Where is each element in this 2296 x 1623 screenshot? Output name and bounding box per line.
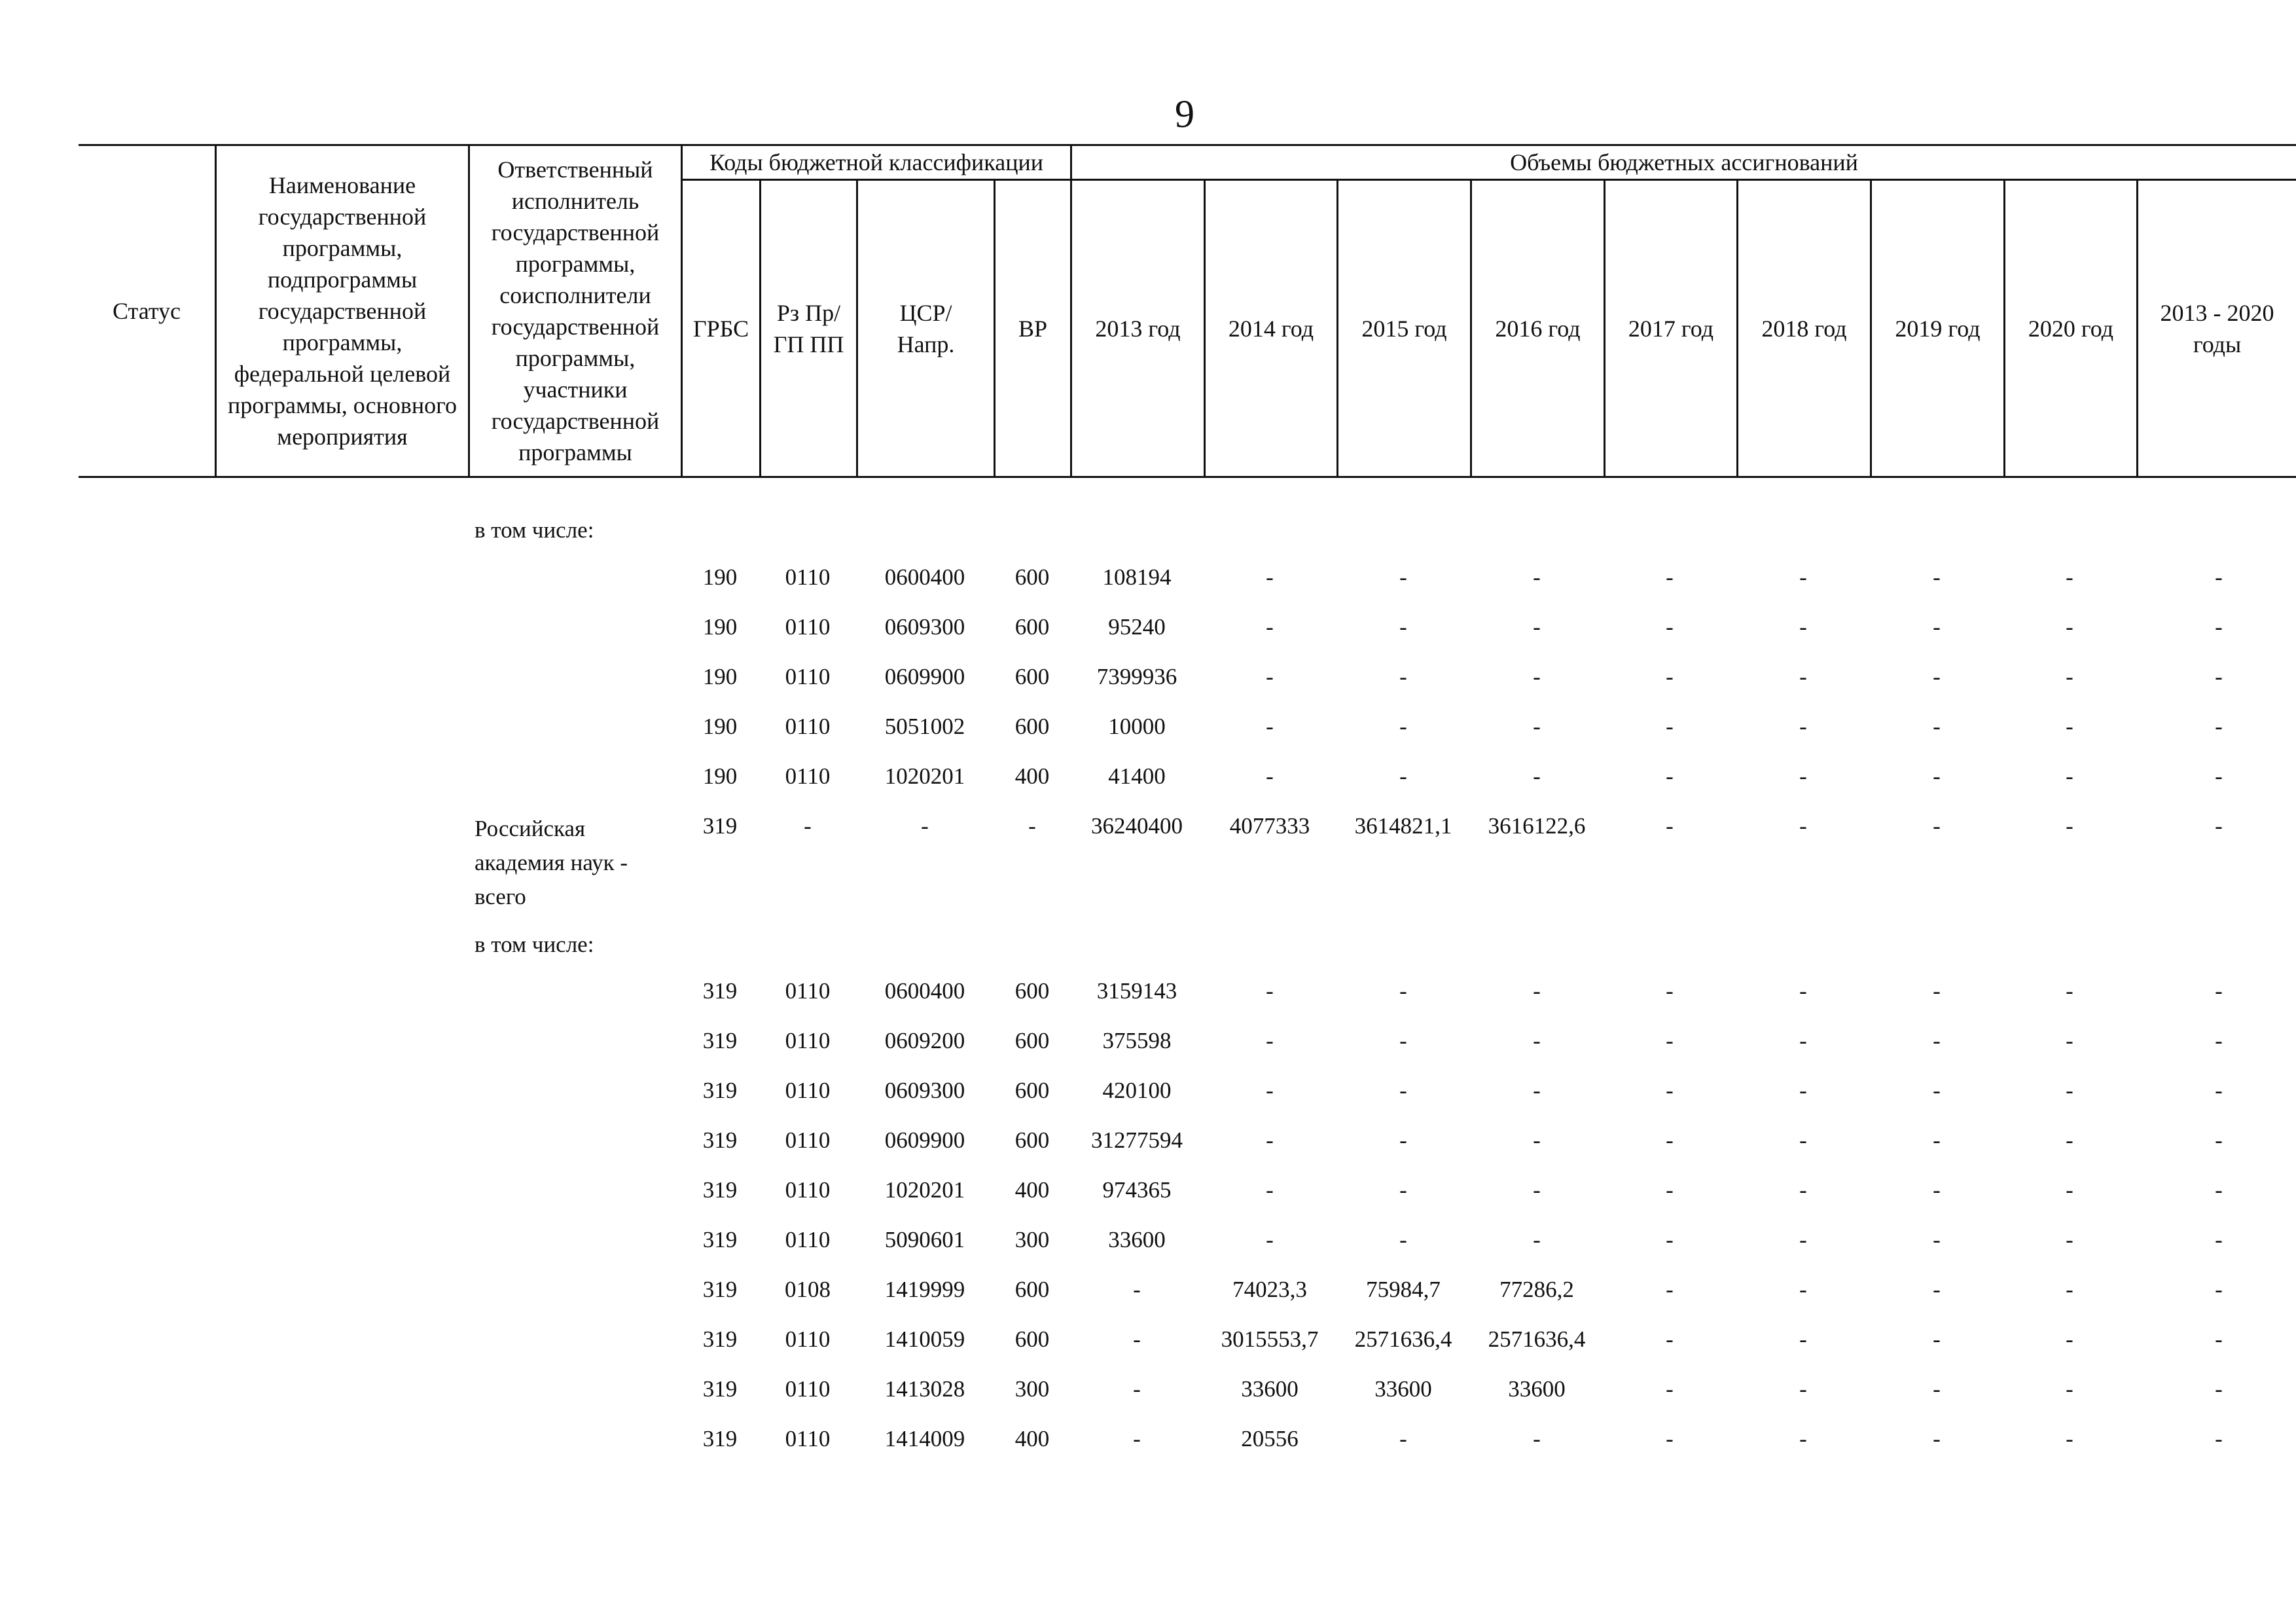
cell-y2016: -	[1533, 614, 1541, 640]
cell-rzpr: 0110	[785, 1326, 831, 1352]
cell-y2015: 3614821,1	[1354, 813, 1452, 839]
cell-y2020: -	[2066, 1177, 2073, 1203]
org-label-line1: Российская	[475, 816, 586, 841]
cell-csr: 5090601	[884, 1227, 965, 1252]
cell-y2013: 10000	[1108, 714, 1166, 739]
cell-csr: 1419999	[884, 1277, 965, 1302]
cell-y2016: -	[1533, 978, 1541, 1004]
cell-y2014: -	[1266, 614, 1274, 640]
cell-vr: 600	[1014, 1326, 1050, 1352]
page-number: 9	[1175, 92, 1194, 136]
cell-grbs: 319	[702, 1376, 738, 1402]
cell-total: -	[2215, 714, 2223, 739]
cell-grbs: 319	[702, 1227, 738, 1252]
cell-y2017: -	[1666, 614, 1674, 640]
cell-vr: 600	[1014, 564, 1050, 590]
cell-grbs: 190	[702, 614, 738, 640]
cell-y2014: 4077333	[1229, 813, 1310, 839]
cell-rzpr: 0110	[785, 664, 831, 689]
cell-y2016: -	[1533, 763, 1541, 789]
cell-y2014: -	[1266, 1127, 1274, 1153]
cell-y2018: -	[1799, 813, 1807, 839]
cell-y2016: 77286,2	[1499, 1277, 1574, 1302]
cell-y2019: -	[1933, 714, 1941, 739]
header-year-2014: 2014 год	[1228, 315, 1314, 342]
cell-y2018: -	[1799, 714, 1807, 739]
section-subtitle: в том числе:	[475, 517, 594, 543]
cell-total: -	[2215, 1426, 2223, 1451]
header-total-line2: годы	[2193, 331, 2242, 357]
org-label-line3: всего	[475, 884, 526, 909]
cell-y2020: -	[2066, 813, 2073, 839]
cell-y2018: -	[1799, 1277, 1807, 1302]
cell-y2018: -	[1799, 1028, 1807, 1053]
cell-y2018: -	[1799, 614, 1807, 640]
header-year-2013: 2013 год	[1095, 315, 1181, 342]
cell-y2013: -	[1133, 1277, 1141, 1302]
cell-total: -	[2215, 1326, 2223, 1352]
cell-vr: 300	[1014, 1376, 1050, 1402]
cell-y2013: 33600	[1108, 1227, 1166, 1252]
header-rzpr	[761, 181, 856, 476]
cell-y2019: -	[1933, 664, 1941, 689]
cell-y2015: -	[1399, 1177, 1407, 1203]
cell-csr: 0600400	[884, 564, 965, 590]
cell-y2015: -	[1399, 614, 1407, 640]
cell-y2019: -	[1933, 978, 1941, 1004]
cell-y2014: -	[1266, 978, 1274, 1004]
cell-total: -	[2215, 763, 2223, 789]
cell-y2014: 20556	[1241, 1426, 1299, 1451]
cell-total: -	[2215, 1127, 2223, 1153]
header-total	[2138, 181, 2296, 476]
cell-y2019: -	[1933, 763, 1941, 789]
header-name: Наименование государственной программы, подпрограммы государственной программы, федеральной целевой программы, основного мероприятия	[227, 172, 457, 450]
org-label-line2: академия наук -	[475, 850, 628, 875]
cell-y2015: -	[1399, 978, 1407, 1004]
header-year-2015: 2015 год	[1361, 315, 1447, 342]
cell-y2020: -	[2066, 614, 2073, 640]
cell-csr: 1413028	[884, 1376, 965, 1402]
cell-y2018: -	[1799, 1127, 1807, 1153]
cell-grbs: 319	[702, 1277, 738, 1302]
cell-rzpr: 0110	[785, 978, 831, 1004]
cell-total: -	[2215, 1177, 2223, 1203]
cell-y2015: 2571636,4	[1354, 1326, 1452, 1352]
header-volumes-group: Объемы бюджетных ассигнований	[1510, 149, 1858, 175]
cell-y2017: -	[1666, 1078, 1674, 1103]
cell-y2020: -	[2066, 1078, 2073, 1103]
cell-y2018: -	[1799, 564, 1807, 590]
header-responsible: Ответственный исполнитель государственной программы, соисполнители государственной программы, участники государственной программы	[491, 156, 660, 465]
cell-y2015: -	[1399, 664, 1407, 689]
cell-y2017: -	[1666, 1277, 1674, 1302]
cell-y2017: -	[1666, 714, 1674, 739]
cell-y2014: -	[1266, 763, 1274, 789]
cell-vr: 600	[1014, 1127, 1050, 1153]
cell-y2019: -	[1933, 614, 1941, 640]
cell-y2018: -	[1799, 1376, 1807, 1402]
cell-vr: 600	[1014, 1078, 1050, 1103]
cell-rzpr: 0110	[785, 1028, 831, 1053]
cell-y2017: -	[1666, 1177, 1674, 1203]
cell-rzpr: 0110	[785, 614, 831, 640]
header-year-2020: 2020 год	[2028, 315, 2114, 342]
cell-y2020: -	[2066, 1227, 2073, 1252]
cell-grbs: 319	[702, 1127, 738, 1153]
cell-vr: 400	[1014, 1426, 1050, 1451]
header-year-2017: 2017 год	[1628, 315, 1714, 342]
cell-y2018: -	[1799, 1326, 1807, 1352]
header-year-2019: 2019 год	[1895, 315, 1981, 342]
cell-y2013: 41400	[1108, 763, 1166, 789]
header-year-2018: 2018 год	[1761, 315, 1847, 342]
cell-y2017: -	[1666, 763, 1674, 789]
cell-y2017: -	[1666, 978, 1674, 1004]
cell-y2017: -	[1666, 1227, 1674, 1252]
cell-y2016: -	[1533, 1028, 1541, 1053]
cell-vr: 600	[1014, 614, 1050, 640]
cell-csr: 0609900	[884, 664, 965, 689]
header-status: Статус	[113, 298, 181, 324]
cell-y2016: -	[1533, 714, 1541, 739]
cell-y2018: -	[1799, 1177, 1807, 1203]
cell-y2019: -	[1933, 1426, 1941, 1451]
cell-rzpr: 0110	[785, 1127, 831, 1153]
cell-y2019: -	[1933, 564, 1941, 590]
header-year-2016: 2016 год	[1495, 315, 1581, 342]
cell-y2015: -	[1399, 1227, 1407, 1252]
cell-grbs: 319	[702, 1177, 738, 1203]
cell-y2018: -	[1799, 1426, 1807, 1451]
cell-total: -	[2215, 1227, 2223, 1252]
cell-vr: 600	[1014, 664, 1050, 689]
cell-y2019: -	[1933, 1326, 1941, 1352]
cell-rzpr: 0110	[785, 763, 831, 789]
cell-y2020: -	[2066, 763, 2073, 789]
header-bottom-rule	[79, 476, 2296, 478]
cell-y2014: -	[1266, 664, 1274, 689]
cell-y2019: -	[1933, 1078, 1941, 1103]
cell-total: -	[2215, 614, 2223, 640]
cell-total: -	[2215, 978, 2223, 1004]
cell-y2020: -	[2066, 1127, 2073, 1153]
cell-y2016: -	[1533, 664, 1541, 689]
cell-y2013: 974365	[1102, 1177, 1172, 1203]
cell-vr: 300	[1014, 1227, 1050, 1252]
cell-y2014: -	[1266, 1028, 1274, 1053]
cell-grbs: 319	[702, 1028, 738, 1053]
cell-y2013: 108194	[1102, 564, 1172, 590]
cell-y2017: -	[1666, 1127, 1674, 1153]
header-csr-line1: ЦСР/	[899, 299, 952, 326]
cell-y2017: -	[1666, 813, 1674, 839]
cell-vr: 600	[1014, 714, 1050, 739]
cell-y2014: -	[1266, 1177, 1274, 1203]
cell-y2014: -	[1266, 1078, 1274, 1103]
cell-y2019: -	[1933, 1127, 1941, 1153]
cell-grbs: 190	[702, 763, 738, 789]
cell-csr: 0609200	[884, 1028, 965, 1053]
cell-vr: 600	[1014, 978, 1050, 1004]
cell-y2019: -	[1933, 1227, 1941, 1252]
cell-vr: 600	[1014, 1277, 1050, 1302]
cell-y2019: -	[1933, 1028, 1941, 1053]
cell-vr: -	[1028, 813, 1036, 839]
header-total-line1: 2013 - 2020	[2160, 299, 2274, 326]
cell-y2017: -	[1666, 564, 1674, 590]
cell-y2020: -	[2066, 664, 2073, 689]
cell-csr: 1410059	[884, 1326, 965, 1352]
cell-y2019: -	[1933, 813, 1941, 839]
cell-grbs: 319	[702, 813, 738, 839]
cell-y2013: 95240	[1108, 614, 1166, 640]
cell-y2018: -	[1799, 1078, 1807, 1103]
cell-y2017: -	[1666, 1426, 1674, 1451]
cell-y2020: -	[2066, 1326, 2073, 1352]
cell-y2019: -	[1933, 1277, 1941, 1302]
cell-csr: 0609300	[884, 614, 965, 640]
cell-y2017: -	[1666, 664, 1674, 689]
cell-grbs: 319	[702, 1426, 738, 1451]
cell-total: -	[2215, 813, 2223, 839]
cell-y2013: -	[1133, 1326, 1141, 1352]
cell-y2014: 33600	[1241, 1376, 1299, 1402]
cell-y2014: -	[1266, 714, 1274, 739]
cell-y2013: 3159143	[1096, 978, 1177, 1004]
cell-grbs: 319	[702, 978, 738, 1004]
cell-y2018: -	[1799, 1227, 1807, 1252]
cell-y2015: 33600	[1374, 1376, 1432, 1402]
cell-y2015: -	[1399, 564, 1407, 590]
header-codes-group: Коды бюджетной классификации	[709, 149, 1043, 175]
header-rzpr-line1: Рз Пр/	[776, 299, 841, 326]
cell-y2013: 420100	[1102, 1078, 1172, 1103]
cell-csr: -	[921, 813, 929, 839]
cell-total: -	[2215, 1028, 2223, 1053]
cell-csr: 0609900	[884, 1127, 965, 1153]
cell-y2016: -	[1533, 1177, 1541, 1203]
cell-grbs: 190	[702, 714, 738, 739]
header-grbs: ГРБС	[692, 315, 749, 342]
cell-y2015: -	[1399, 1426, 1407, 1451]
cell-y2016: 2571636,4	[1488, 1326, 1586, 1352]
cell-csr: 5051002	[884, 714, 965, 739]
cell-rzpr: 0110	[785, 1426, 831, 1451]
cell-y2016: -	[1533, 1227, 1541, 1252]
cell-y2020: -	[2066, 978, 2073, 1004]
cell-y2013: -	[1133, 1376, 1141, 1402]
cell-y2013: -	[1133, 1426, 1141, 1451]
cell-total: -	[2215, 564, 2223, 590]
cell-y2017: -	[1666, 1326, 1674, 1352]
header-csr-line2: Напр.	[897, 331, 955, 357]
cell-y2016: -	[1533, 1426, 1541, 1451]
cell-y2016: -	[1533, 564, 1541, 590]
cell-y2014: -	[1266, 1227, 1274, 1252]
cell-rzpr: 0110	[785, 1227, 831, 1252]
cell-vr: 600	[1014, 1028, 1050, 1053]
cell-y2014: -	[1266, 564, 1274, 590]
cell-y2015: 75984,7	[1366, 1277, 1441, 1302]
cell-rzpr: 0110	[785, 1177, 831, 1203]
cell-y2019: -	[1933, 1376, 1941, 1402]
cell-y2016: 3616122,6	[1488, 813, 1586, 839]
cell-y2018: -	[1799, 664, 1807, 689]
cell-rzpr: -	[804, 813, 812, 839]
cell-y2020: -	[2066, 1028, 2073, 1053]
cell-y2016: -	[1533, 1078, 1541, 1103]
cell-csr: 1414009	[884, 1426, 965, 1451]
cell-y2014: 3015553,7	[1221, 1326, 1319, 1352]
header-vr: ВР	[1018, 315, 1048, 342]
cell-total: -	[2215, 1078, 2223, 1103]
cell-y2014: 74023,3	[1232, 1277, 1307, 1302]
cell-csr: 1020201	[884, 1177, 965, 1203]
cell-grbs: 190	[702, 564, 738, 590]
cell-y2016: 33600	[1508, 1376, 1566, 1402]
cell-y2015: -	[1399, 1078, 1407, 1103]
cell-total: -	[2215, 1376, 2223, 1402]
cell-y2013: 31277594	[1091, 1127, 1183, 1153]
cell-total: -	[2215, 664, 2223, 689]
cell-y2017: -	[1666, 1028, 1674, 1053]
cell-rzpr: 0110	[785, 714, 831, 739]
cell-total: -	[2215, 1277, 2223, 1302]
org-label	[475, 812, 628, 914]
cell-y2015: -	[1399, 1028, 1407, 1053]
cell-csr: 0609300	[884, 1078, 965, 1103]
cell-rzpr: 0110	[785, 1078, 831, 1103]
cell-grbs: 190	[702, 664, 738, 689]
cell-y2017: -	[1666, 1376, 1674, 1402]
cell-rzpr: 0110	[785, 1376, 831, 1402]
cell-y2020: -	[2066, 1426, 2073, 1451]
cell-y2020: -	[2066, 564, 2073, 590]
section-subtitle: в том числе:	[475, 932, 594, 957]
cell-y2016: -	[1533, 1127, 1541, 1153]
header-csr	[858, 181, 994, 476]
header-rzpr-line2: ГП ПП	[773, 331, 844, 357]
cell-grbs: 319	[702, 1326, 738, 1352]
cell-rzpr: 0108	[785, 1277, 831, 1302]
cell-csr: 0600400	[884, 978, 965, 1004]
cell-y2015: -	[1399, 1127, 1407, 1153]
cell-y2019: -	[1933, 1177, 1941, 1203]
cell-y2015: -	[1399, 763, 1407, 789]
cell-grbs: 319	[702, 1078, 738, 1103]
cell-vr: 400	[1014, 763, 1050, 789]
cell-y2018: -	[1799, 763, 1807, 789]
cell-y2015: -	[1399, 714, 1407, 739]
cell-y2013: 36240400	[1091, 813, 1183, 839]
cell-rzpr: 0110	[785, 564, 831, 590]
cell-csr: 1020201	[884, 763, 965, 789]
cell-y2020: -	[2066, 714, 2073, 739]
cell-y2020: -	[2066, 1376, 2073, 1402]
cell-y2013: 375598	[1102, 1028, 1172, 1053]
cell-y2020: -	[2066, 1277, 2073, 1302]
cell-y2013: 7399936	[1096, 664, 1177, 689]
cell-vr: 400	[1014, 1177, 1050, 1203]
cell-y2018: -	[1799, 978, 1807, 1004]
